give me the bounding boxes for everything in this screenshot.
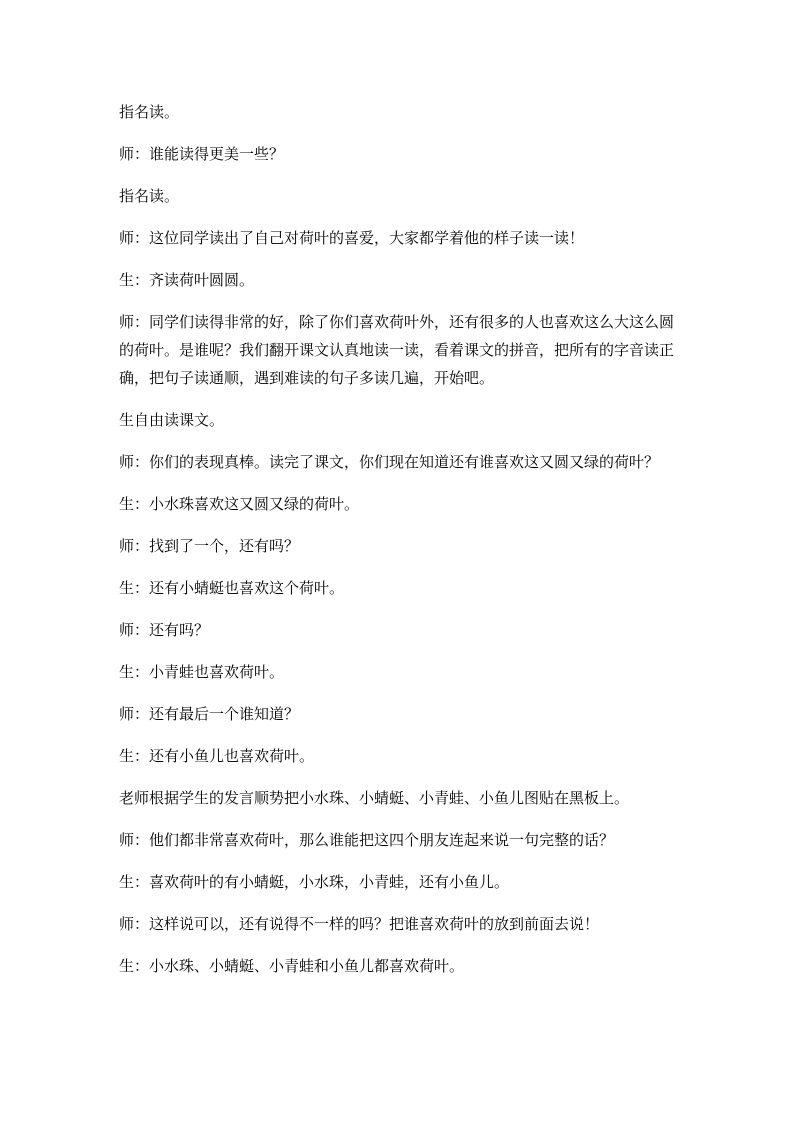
paragraph: 师：找到了一个，还有吗？: [119, 537, 300, 555]
document-body: [119, 98, 679, 994]
paragraph: 指名读。: [119, 187, 180, 205]
paragraph: 生自由读课文。: [119, 411, 225, 429]
paragraph: 师：还有吗？: [119, 621, 210, 639]
paragraph: 生：还有小蜻蜓也喜欢这个荷叶。: [119, 579, 345, 597]
paragraph: 生：喜欢荷叶的有小蜻蜓，小水珠，小青蛙，还有小鱼儿。: [119, 873, 510, 891]
paragraph: 生：还有小鱼儿也喜欢荷叶。: [119, 747, 315, 765]
paragraph: 师：这位同学读出了自己对荷叶的喜爱，大家都学着他的样子读一读！: [119, 229, 585, 247]
paragraph: 师：这样说可以，还有说得不一样的吗？把谁喜欢荷叶的放到前面去说！: [119, 915, 600, 933]
paragraph: 师：谁能读得更美一些？: [119, 145, 285, 163]
paragraph: 指名读。: [119, 103, 180, 121]
paragraph: 生：小青蛙也喜欢荷叶。: [119, 663, 285, 681]
paragraph: 生：齐读荷叶圆圆。: [119, 271, 255, 289]
paragraph: 生：小水珠、小蜻蜓、小青蛙和小鱼儿都喜欢荷叶。: [119, 957, 465, 975]
paragraph: 师：还有最后一个谁知道？: [119, 705, 300, 723]
paragraph: 师：你们的表现真棒。读完了课文，你们现在知道还有谁喜欢这又圆又绿的荷叶？: [119, 453, 660, 471]
paragraph: 师：同学们读得非常的好，除了你们喜欢荷叶外，还有很多的人也喜欢这么大这么圆的荷叶。是谁呢？我们翻开课文认真地读一读，看着课文的拼音，把所有的字音读正确，把句子读通顺，遇到难读的句子多读几遍，开始吧。: [119, 313, 675, 387]
paragraph: 师：他们都非常喜欢荷叶，那么谁能把这四个朋友连起来说一句完整的话？: [119, 831, 615, 849]
paragraph: 老师根据学生的发言顺势把小水珠、小蜻蜓、小青蛙、小鱼儿图贴在黑板上。: [119, 789, 630, 807]
paragraph: 生：小水珠喜欢这又圆又绿的荷叶。: [119, 495, 360, 513]
